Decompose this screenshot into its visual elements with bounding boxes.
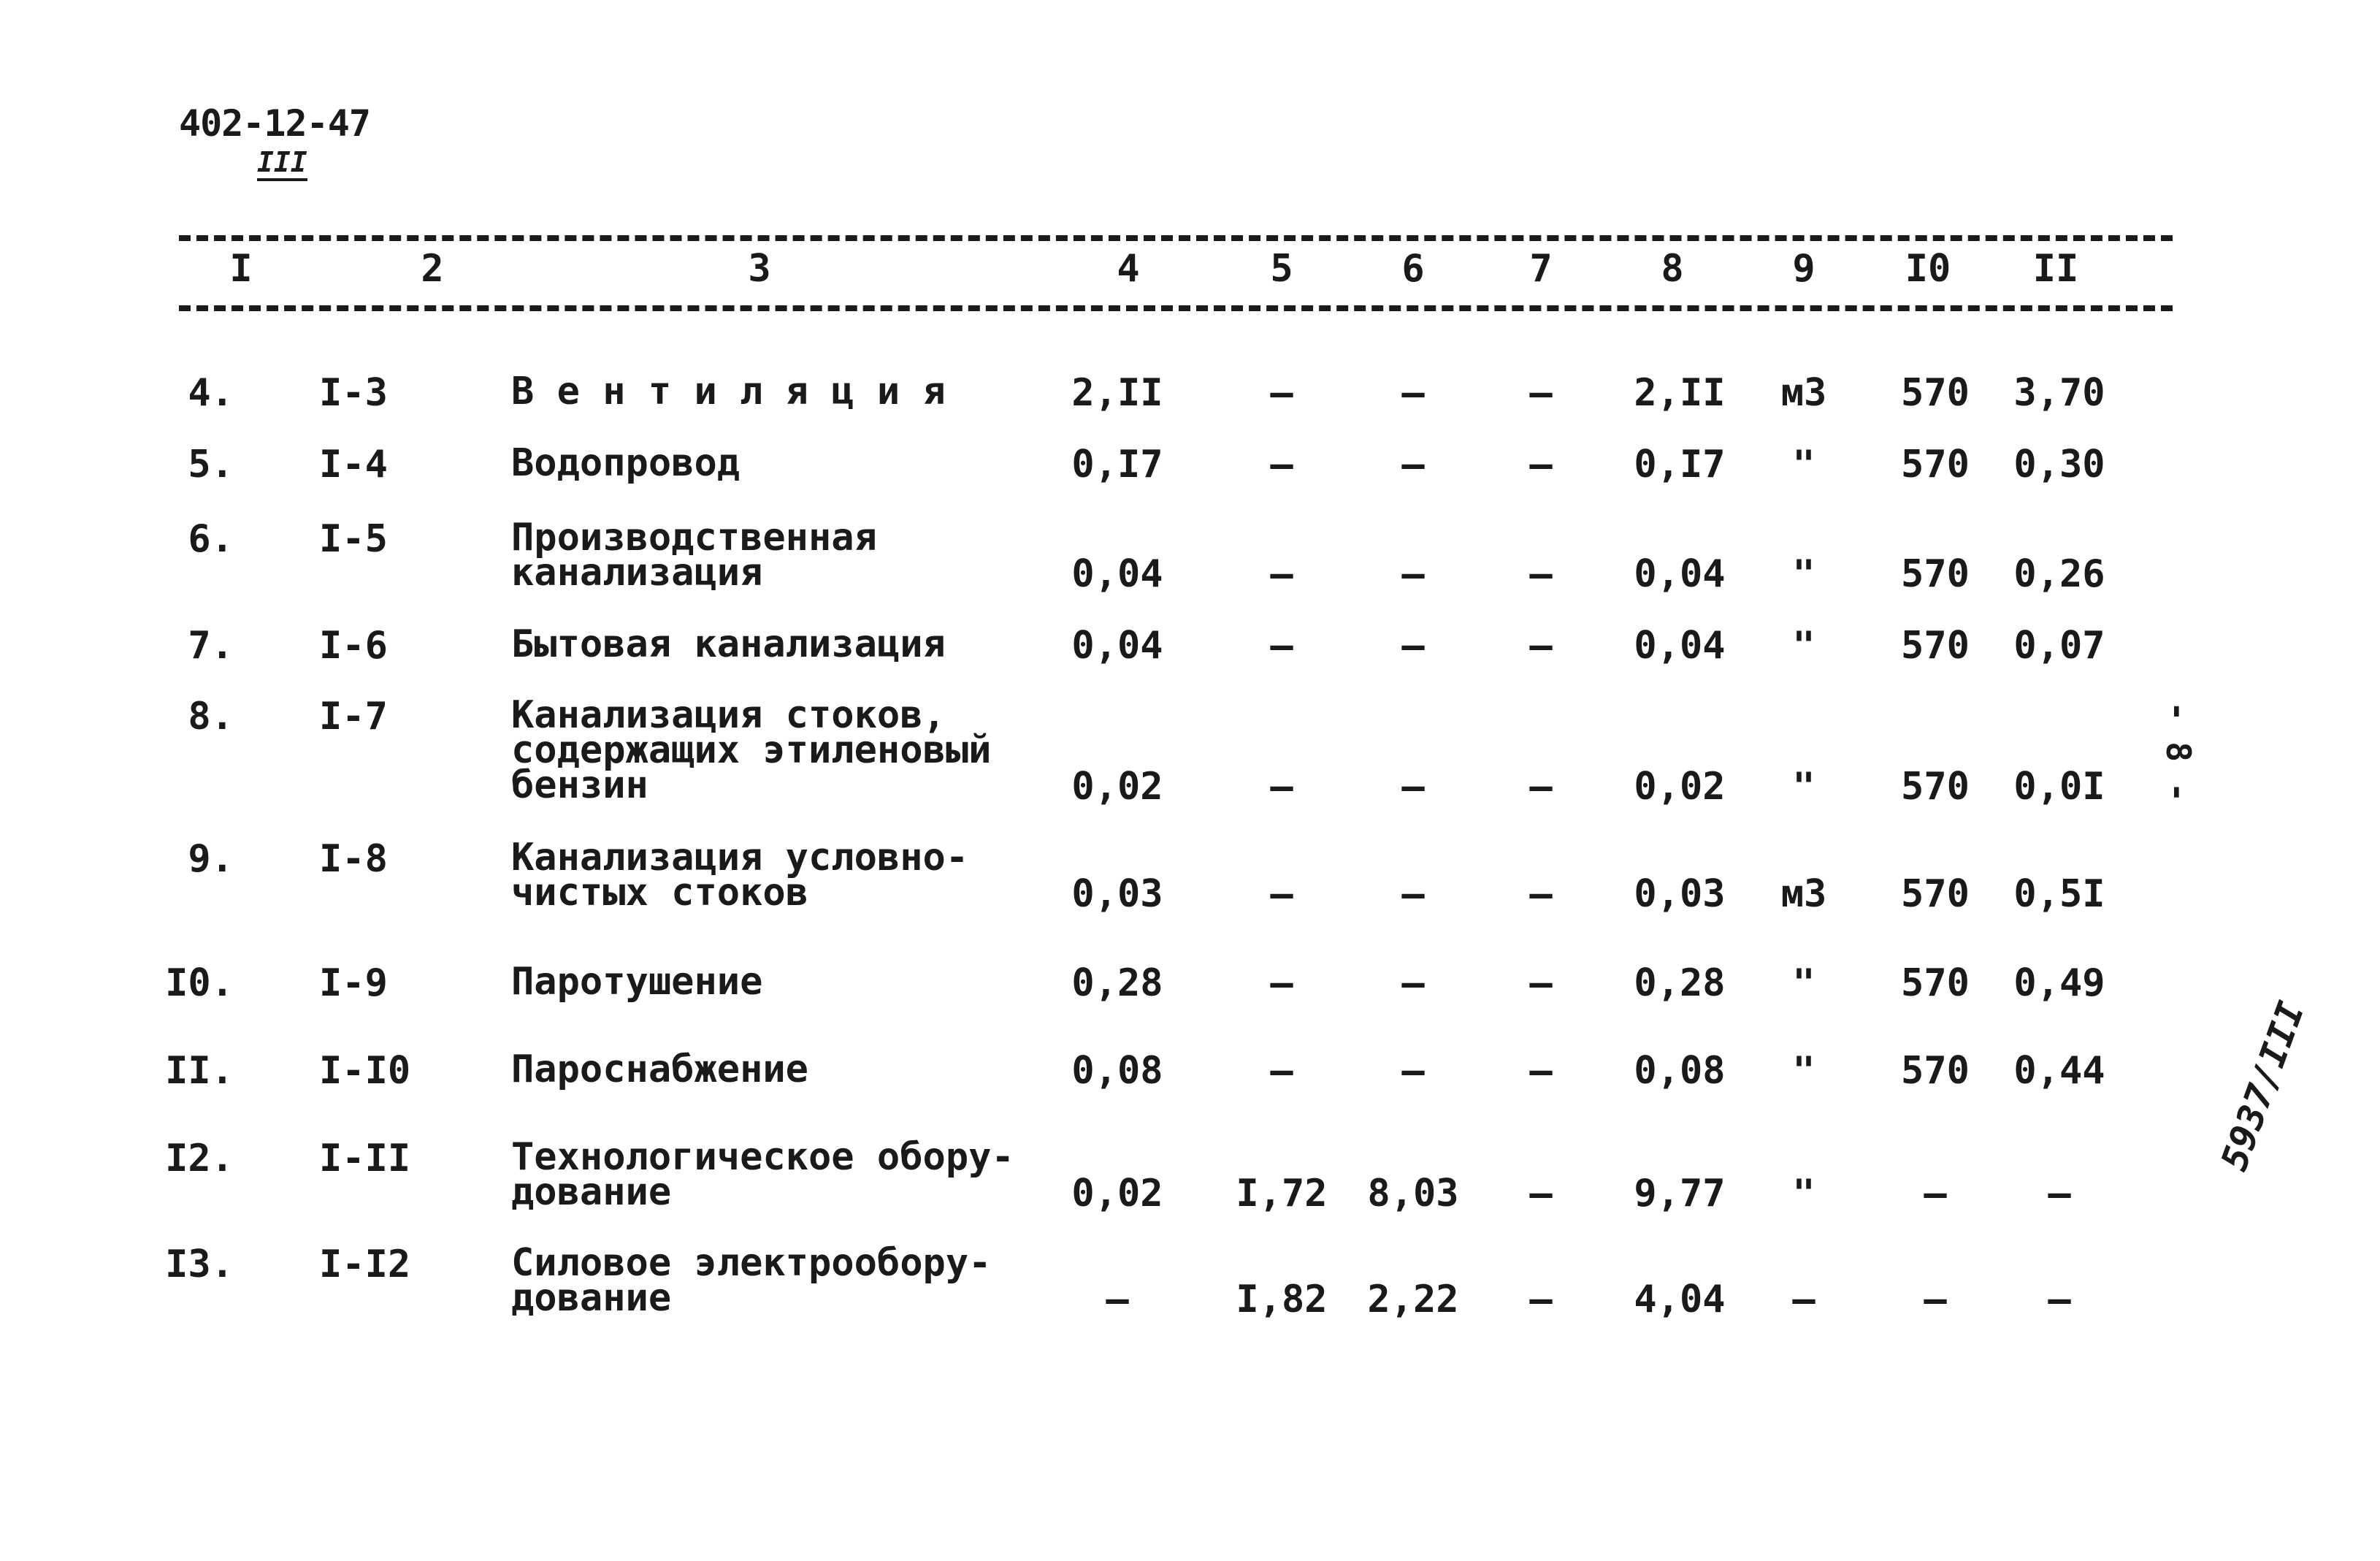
- row-value-c9: ": [1792, 624, 1815, 668]
- row-value-c6: –: [1401, 872, 1425, 916]
- row-value-c4: 0,I7: [1071, 443, 1163, 486]
- row-value-c5: –: [1270, 371, 1293, 415]
- row-name: Водопровод: [511, 441, 741, 485]
- row-code: I-8: [319, 837, 388, 881]
- row-value-c6: 2,22: [1367, 1278, 1459, 1321]
- column-header-6: 6: [1401, 247, 1425, 291]
- row-value-c5: I,72: [1236, 1172, 1328, 1215]
- row-value-c10: –: [1924, 1278, 1947, 1321]
- row-code: I-I2: [319, 1243, 411, 1286]
- header-top-rule: [179, 235, 2173, 241]
- row-value-c8: 0,03: [1634, 872, 1726, 916]
- row-value-c9: м3: [1780, 872, 1827, 916]
- row-name: Канализация стоков, содержащих этиленовый бензин: [511, 693, 992, 807]
- row-name: Канализация условно- чистых стоков: [511, 836, 969, 915]
- row-value-c4: 0,08: [1071, 1049, 1163, 1093]
- column-header-2: 2: [421, 247, 444, 291]
- row-value-c5: –: [1270, 765, 1293, 809]
- row-value-c6: –: [1401, 552, 1425, 596]
- row-number: 7.: [188, 624, 234, 668]
- row-value-c11: –: [2048, 1278, 2071, 1321]
- row-value-c8: 0,04: [1634, 552, 1726, 596]
- row-value-c11: 3,70: [2013, 371, 2105, 415]
- document-code: 402-12-47: [179, 102, 370, 145]
- row-value-c4: 0,04: [1071, 552, 1163, 596]
- row-value-c5: –: [1270, 552, 1293, 596]
- archive-stamp: 5937/III: [2213, 996, 2313, 1176]
- row-value-c9: ": [1792, 443, 1815, 486]
- row-name: Силовое электрообору- дование: [511, 1241, 992, 1320]
- row-value-c7: –: [1529, 1172, 1553, 1215]
- row-value-c8: 2,II: [1634, 371, 1726, 415]
- row-value-c5: –: [1270, 961, 1293, 1005]
- row-value-c9: ": [1792, 552, 1815, 596]
- row-value-c6: –: [1401, 765, 1425, 809]
- row-code: I-I0: [319, 1049, 411, 1093]
- row-value-c8: 4,04: [1634, 1278, 1726, 1321]
- row-value-c9: ": [1792, 961, 1815, 1005]
- row-number: 9.: [188, 837, 234, 881]
- row-value-c9: ": [1792, 1172, 1815, 1215]
- row-code: I-6: [319, 624, 388, 668]
- page-number: - 8 -: [2159, 701, 2198, 803]
- row-number: 4.: [188, 371, 234, 415]
- row-value-c8: 0,I7: [1634, 443, 1726, 486]
- row-value-c11: 0,5I: [2013, 872, 2105, 916]
- row-value-c10: 570: [1901, 765, 1970, 809]
- row-value-c5: I,82: [1236, 1278, 1328, 1321]
- row-value-c6: –: [1401, 961, 1425, 1005]
- row-value-c10: 570: [1901, 371, 1970, 415]
- row-value-c7: –: [1529, 624, 1553, 668]
- row-value-c5: –: [1270, 872, 1293, 916]
- row-value-c5: –: [1270, 443, 1293, 486]
- row-value-c8: 0,08: [1634, 1049, 1726, 1093]
- row-value-c10: 570: [1901, 961, 1970, 1005]
- column-header-5: 5: [1270, 247, 1293, 291]
- row-value-c11: 0,49: [2013, 961, 2105, 1005]
- row-value-c7: –: [1529, 1278, 1553, 1321]
- row-code: I-5: [319, 517, 388, 561]
- row-name: Пароснабжение: [511, 1047, 808, 1091]
- column-header-10: I0: [1905, 247, 1951, 291]
- row-value-c11: 0,30: [2013, 443, 2105, 486]
- row-value-c6: 8,03: [1367, 1172, 1459, 1215]
- row-number: 8.: [188, 695, 234, 738]
- row-name: В е н т и л я ц и я: [511, 370, 946, 413]
- column-header-7: 7: [1529, 247, 1553, 291]
- row-value-c7: –: [1529, 443, 1553, 486]
- row-name: Паротушение: [511, 960, 763, 1004]
- row-value-c4: 0,04: [1071, 624, 1163, 668]
- row-value-c10: 570: [1901, 552, 1970, 596]
- row-value-c11: 0,44: [2013, 1049, 2105, 1093]
- row-value-c8: 9,77: [1634, 1172, 1726, 1215]
- row-number: 5.: [188, 443, 234, 486]
- row-number: II.: [165, 1049, 234, 1093]
- row-value-c7: –: [1529, 765, 1553, 809]
- row-value-c6: –: [1401, 371, 1425, 415]
- row-value-c11: 0,07: [2013, 624, 2105, 668]
- row-value-c4: 0,02: [1071, 1172, 1163, 1215]
- row-number: I3.: [165, 1243, 234, 1286]
- document-volume: III: [257, 146, 307, 181]
- row-value-c10: 570: [1901, 872, 1970, 916]
- row-value-c7: –: [1529, 552, 1553, 596]
- row-value-c8: 0,28: [1634, 961, 1726, 1005]
- row-value-c7: –: [1529, 1049, 1553, 1093]
- row-value-c10: –: [1924, 1172, 1947, 1215]
- row-value-c4: 0,28: [1071, 961, 1163, 1005]
- row-value-c4: –: [1106, 1278, 1129, 1321]
- row-value-c10: 570: [1901, 443, 1970, 486]
- row-value-c11: 0,26: [2013, 552, 2105, 596]
- column-header-4: 4: [1117, 247, 1140, 291]
- row-value-c6: –: [1401, 624, 1425, 668]
- row-value-c9: ": [1792, 1049, 1815, 1093]
- column-header-8: 8: [1661, 247, 1684, 291]
- row-value-c10: 570: [1901, 624, 1970, 668]
- row-value-c4: 2,II: [1071, 371, 1163, 415]
- column-header-11: II: [2032, 247, 2079, 291]
- row-value-c4: 0,02: [1071, 765, 1163, 809]
- row-code: I-4: [319, 443, 388, 486]
- row-name: Производственная канализация: [511, 516, 877, 595]
- column-header-3: 3: [748, 247, 771, 291]
- row-value-c11: 0,0I: [2013, 765, 2105, 809]
- row-value-c10: 570: [1901, 1049, 1970, 1093]
- row-number: I0.: [165, 961, 234, 1005]
- row-value-c9: ": [1792, 765, 1815, 809]
- column-header-9: 9: [1792, 247, 1815, 291]
- row-value-c6: –: [1401, 443, 1425, 486]
- row-value-c9: м3: [1780, 371, 1827, 415]
- row-number: 6.: [188, 517, 234, 561]
- row-number: I2.: [165, 1137, 234, 1180]
- row-value-c5: –: [1270, 1049, 1293, 1093]
- row-name: Технологическое обору- дование: [511, 1135, 1014, 1214]
- row-value-c7: –: [1529, 371, 1553, 415]
- row-value-c4: 0,03: [1071, 872, 1163, 916]
- column-header-1: I: [229, 247, 253, 291]
- row-value-c5: –: [1270, 624, 1293, 668]
- header-bottom-rule: [179, 305, 2173, 311]
- row-value-c8: 0,04: [1634, 624, 1726, 668]
- row-value-c8: 0,02: [1634, 765, 1726, 809]
- row-value-c9: –: [1792, 1278, 1815, 1321]
- row-value-c11: –: [2048, 1172, 2071, 1215]
- row-value-c7: –: [1529, 872, 1553, 916]
- row-value-c7: –: [1529, 961, 1553, 1005]
- row-code: I-3: [319, 371, 388, 415]
- row-code: I-9: [319, 961, 388, 1005]
- row-value-c6: –: [1401, 1049, 1425, 1093]
- row-name: Бытовая канализация: [511, 622, 946, 666]
- row-code: I-7: [319, 695, 388, 738]
- row-code: I-II: [319, 1137, 411, 1180]
